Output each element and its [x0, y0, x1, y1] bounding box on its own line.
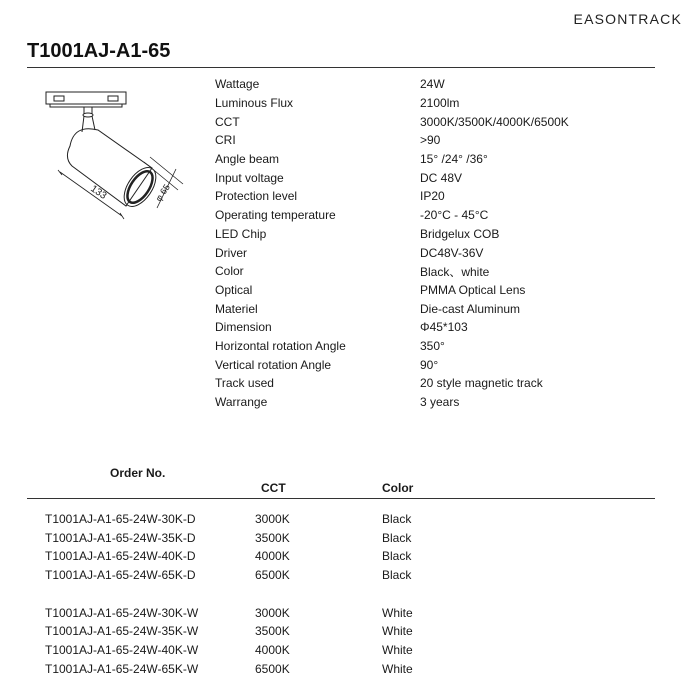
title-divider	[27, 67, 655, 68]
spec-label: Materiel	[215, 301, 258, 316]
spec-row	[215, 225, 635, 244]
product-line-drawing	[40, 86, 200, 221]
spec-row	[215, 262, 635, 281]
spec-value: DC 48V	[420, 170, 463, 185]
spec-row	[215, 299, 635, 318]
spec-label: Protection level	[215, 189, 298, 204]
cct-header: CCT	[261, 481, 286, 495]
order-number: T1001AJ-A1-65-24W-40K-D	[45, 549, 196, 564]
order-number: T1001AJ-A1-65-24W-40K-W	[45, 643, 199, 658]
order-row	[0, 604, 690, 623]
spec-row	[215, 131, 635, 150]
length-label: 133	[88, 183, 109, 202]
spec-value: 90°	[420, 357, 439, 372]
spec-label: Driver	[215, 245, 247, 260]
order-color: White	[382, 643, 413, 658]
spec-label: Wattage	[215, 77, 260, 92]
spec-row	[215, 355, 635, 374]
spec-value: IP20	[420, 189, 445, 204]
order-cct: 6500K	[255, 568, 290, 583]
spec-row	[215, 243, 635, 262]
spec-label: Dimension	[215, 320, 272, 335]
spec-label: Input voltage	[215, 170, 284, 185]
spec-value: >90	[420, 133, 441, 148]
spec-row	[215, 112, 635, 131]
spec-value: 15° /24° /36°	[420, 152, 488, 167]
order-number: T1001AJ-A1-65-24W-30K-D	[45, 512, 196, 526]
spec-label: Horizontal rotation Angle	[215, 338, 346, 353]
spec-label: Warrange	[215, 395, 268, 410]
spec-value: Φ45*103	[420, 320, 468, 335]
order-table-header	[0, 466, 690, 496]
spec-value: 350°	[420, 338, 445, 353]
spec-label: Optical	[215, 282, 253, 297]
order-cct: 4000K	[255, 643, 290, 658]
order-row	[0, 622, 690, 641]
order-color: Black	[382, 549, 412, 564]
diameter-label: φ 65	[153, 182, 172, 204]
color-header: Color	[382, 481, 414, 495]
spec-label: Luminous Flux	[215, 96, 294, 111]
spec-value: 20 style magnetic track	[420, 376, 543, 391]
spec-row	[215, 206, 635, 225]
order-color: White	[382, 624, 413, 639]
order-color: Black	[382, 530, 412, 545]
spec-label: Color	[215, 264, 244, 279]
spec-value: Bridgelux COB	[420, 226, 500, 241]
spec-label: LED Chip	[215, 226, 267, 241]
spec-value: DC48V-36V	[420, 245, 484, 260]
order-cct: 6500K	[255, 661, 290, 676]
spec-row	[215, 281, 635, 300]
order-no-header: Order No.	[110, 466, 166, 480]
spec-label: Angle beam	[215, 152, 280, 167]
order-number: T1001AJ-A1-65-24W-65K-W	[45, 661, 199, 676]
spec-row	[215, 393, 635, 412]
order-row	[0, 660, 690, 679]
spec-row	[215, 374, 635, 393]
order-group-spacer	[0, 585, 690, 604]
order-color: White	[382, 605, 413, 620]
order-number: T1001AJ-A1-65-24W-65K-D	[45, 568, 196, 583]
order-row	[0, 510, 690, 529]
spec-table	[215, 75, 635, 411]
page-title: T1001AJ-A1-65	[27, 40, 171, 62]
order-color: Black	[382, 568, 412, 583]
spec-row	[215, 150, 635, 169]
length-dimension-line	[58, 170, 124, 219]
order-cct: 3000K	[255, 605, 290, 620]
order-row	[0, 529, 690, 548]
track-adapter-shape	[46, 92, 126, 104]
spec-value: PMMA Optical Lens	[420, 282, 526, 297]
order-number: T1001AJ-A1-65-24W-35K-W	[45, 624, 199, 639]
order-color: Black	[382, 512, 412, 526]
order-cct: 3500K	[255, 530, 290, 545]
order-table-divider	[27, 498, 655, 499]
order-cct: 3000K	[255, 512, 290, 526]
spec-label: CRI	[215, 133, 236, 148]
order-row	[0, 641, 690, 660]
order-cct: 4000K	[255, 549, 290, 564]
order-cct: 3500K	[255, 624, 290, 639]
order-table	[0, 510, 690, 679]
spec-row	[215, 337, 635, 356]
spec-row	[215, 94, 635, 113]
spec-row	[215, 168, 635, 187]
spec-value: 3000K/3500K/4000K/6500K	[420, 114, 569, 129]
order-number: T1001AJ-A1-65-24W-30K-W	[45, 605, 199, 620]
spec-label: Operating temperature	[215, 208, 336, 223]
spec-value: 24W	[420, 77, 445, 92]
spec-row	[215, 75, 635, 94]
order-row	[0, 547, 690, 566]
spec-value: -20°C - 45°C	[420, 208, 489, 223]
spec-value: 3 years	[420, 395, 460, 410]
lamp-body-shape	[67, 129, 152, 206]
spec-value: Die-cast Aluminum	[420, 301, 521, 316]
spec-label: Vertical rotation Angle	[215, 357, 332, 372]
lamp-lens-inner	[122, 167, 157, 207]
spec-value: Black、white	[420, 264, 490, 279]
spec-row	[215, 187, 635, 206]
order-color: White	[382, 661, 413, 676]
order-row	[0, 566, 690, 585]
spec-label: Track used	[215, 376, 274, 391]
spec-value: 2100lm	[420, 96, 460, 111]
order-number: T1001AJ-A1-65-24W-35K-D	[45, 530, 196, 545]
brand-logo: EASONTRACK	[573, 11, 682, 27]
spec-row	[215, 318, 635, 337]
spec-label: CCT	[215, 114, 240, 129]
